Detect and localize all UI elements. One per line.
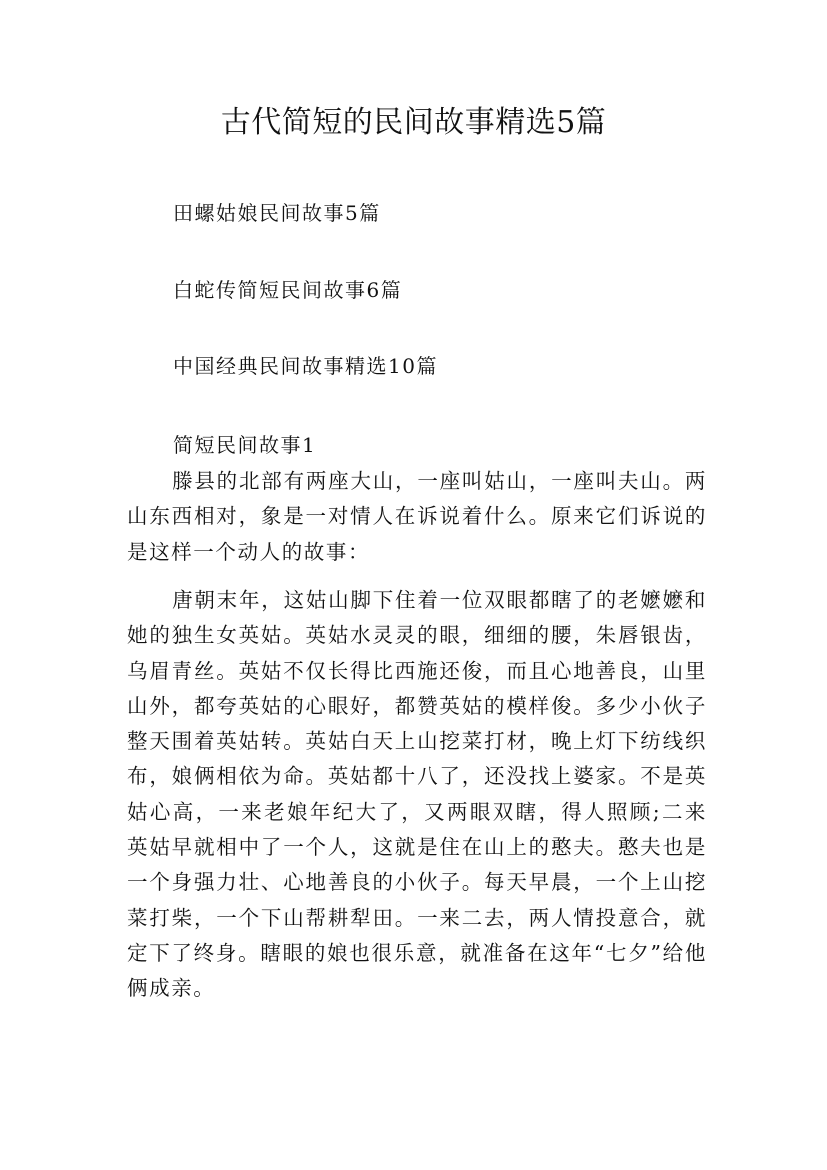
body-paragraph-2: 唐朝末年，这姑山脚下住着一位双眼都瞎了的老嬷嬷和她的独生女英姑。英姑水灵灵的眼，细细的腰，朱唇银齿，乌眉青丝。英姑不仅长得比西施还俊，而且心地善良，山里山外，都夸英姑的心眼好，都赞英姑的模样俊。多少小伙子整天围着英姑转。英姑白天上山挖菜打材，晚上灯下纺线织布，娘俩相依为命。英姑都十八了，还没找上婆家。不是英姑心高，一来老娘年纪大了，又两眼双瞎，得人照顾;二来英姑早就相中了一个人，这就是住在山上的憨夫。憨夫也是一个身强力壮、心地善良的小伙子。每天早晨，一个上山挖菜打柴，一个下山帮耕犁田。一来二去，两人情投意合，就定下了终身。瞎眼的娘也很乐意，就准备在这年“七夕”给他俩成亲。 bbox=[127, 588, 707, 1001]
document-title: 古代简短的民间故事精选5篇 bbox=[220, 105, 607, 140]
related-link-1[interactable]: 田螺姑娘民间故事5篇 bbox=[173, 201, 381, 225]
body-paragraph-1: 滕县的北部有两座大山，一座叫姑山，一座叫夫山。两山东西相对，象是一对情人在诉说着什么。原来它们诉说的是这样一个动人的故事： bbox=[127, 469, 707, 564]
related-link-2[interactable]: 白蛇传简短民间故事6篇 bbox=[173, 278, 403, 302]
related-link-3[interactable]: 中国经典民间故事精选10篇 bbox=[173, 354, 438, 378]
section-heading: 简短民间故事1 bbox=[173, 433, 317, 457]
